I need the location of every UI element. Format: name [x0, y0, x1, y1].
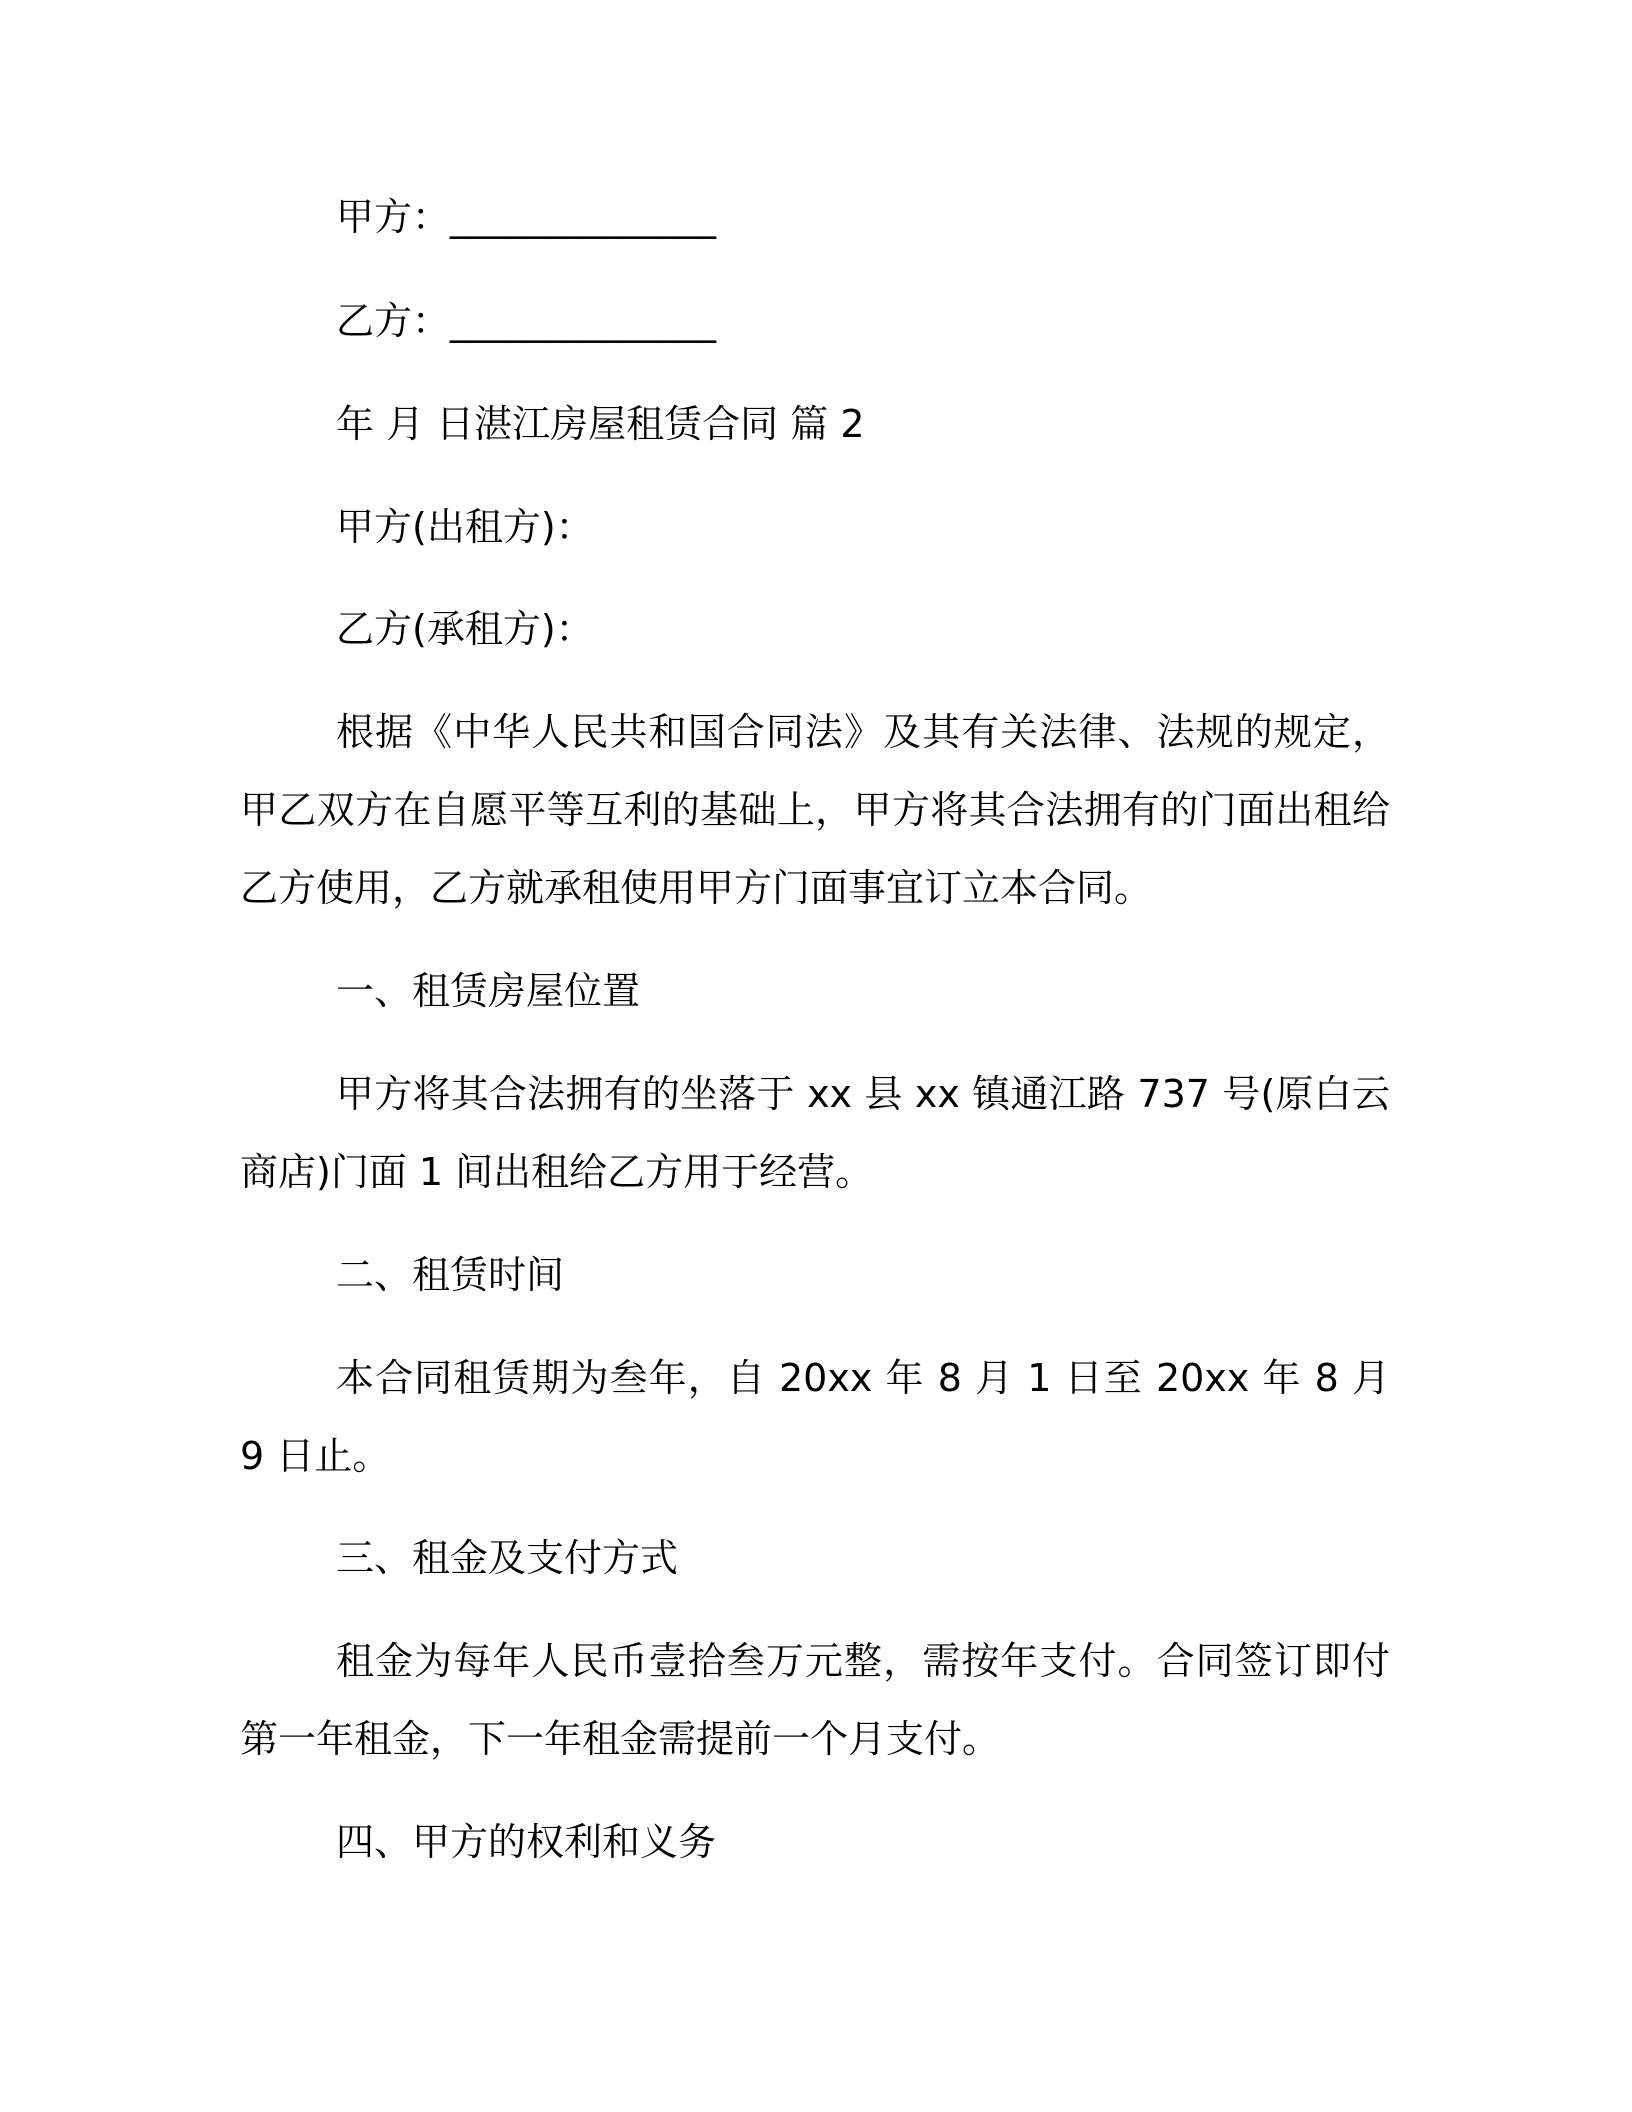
section-3-heading: 三、租金及支付方式: [336, 1536, 679, 1580]
section-2-heading: 二、租赁时间: [336, 1253, 565, 1297]
section-1-paragraph: 甲方将其合法拥有的坐落于 xx 县 xx 镇通江路 737 号(原白云商店)门面 1 间出租给乙方用于经营。: [240, 1072, 1390, 1194]
section-2-paragraph: 本合同租赁期为叁年，自 20xx 年 8 月 1 日至 20xx 年 8 月 9 日止。: [240, 1356, 1390, 1478]
section-3-paragraph: 租金为每年人民币壹拾叁万元整，需按年支付。合同签订即付第一年租金，下一年租金需提前一个月支付。: [240, 1639, 1390, 1761]
section-1-heading: 一、租赁房屋位置: [336, 969, 641, 1013]
party-b-lessee-line: 乙方(承租方)：: [336, 607, 594, 651]
party-a-lessor-line: 甲方(出租方)：: [336, 505, 594, 549]
date-and-title-line: 年 月 日湛江房屋租赁合同 篇 2: [336, 402, 865, 446]
party-a-signature-line: 甲方：______________: [336, 195, 717, 239]
party-b-signature-line: 乙方：______________: [336, 299, 717, 343]
intro-paragraph: 根据《中华人民共和国合同法》及其有关法律、法规的规定，甲乙双方在自愿平等互利的基础上，甲方将其合法拥有的门面出租给乙方使用，乙方就承租使用甲方门面事宜订立本合同。: [240, 710, 1390, 910]
section-4-heading: 四、甲方的权利和义务: [336, 1820, 717, 1864]
